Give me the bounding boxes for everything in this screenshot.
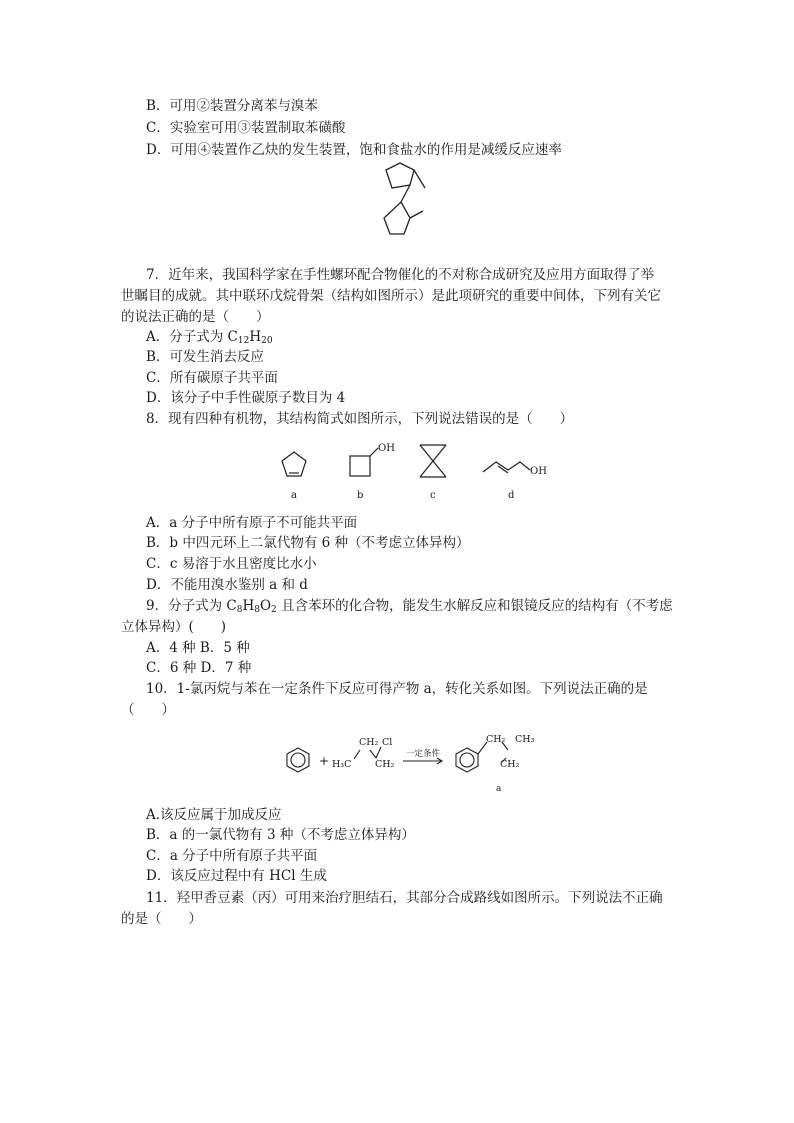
q10-product-ch2-lower: CH₂: [500, 759, 520, 770]
q7-option-a: A．分子式为 $C_{12}H_{20}$: [146, 329, 273, 346]
q8-option-b: B．b 中四元环上二氯代物有 6 种（不考虑立体异构）: [146, 535, 470, 551]
q8-option-a: A．a 分子中所有原子不可能共平面: [146, 515, 358, 531]
q10-product-ch3: CH₃: [515, 734, 535, 745]
q11-stem-line-2: 的是（ ）: [121, 911, 202, 927]
q8-d-oh: OH: [530, 466, 547, 477]
q8-option-d: D．不能用溴水鉴别 a 和 d: [146, 577, 308, 593]
q10-h3c: H₃C: [332, 759, 352, 770]
q7-option-c: C．所有碳原子共平面: [146, 370, 278, 386]
q10-stem-line-2: （ ）: [121, 702, 175, 718]
q8-structures-figure: [270, 440, 560, 502]
q10-option-b: B．a 的一氯代物有 3 种（不考虑立体异构）: [146, 827, 415, 843]
q10-arrow-condition: 一定条件: [406, 749, 441, 759]
q10-product-label: a: [496, 784, 502, 794]
q7-stem-line-3: 的说法正确的是（ ）: [121, 309, 270, 325]
q7-stem-line-1: 7．近年来，我国科学家在手性螺环配合物催化的不对称合成研究及应用方面取得了举: [146, 267, 655, 283]
q6-option-b: B．可用②装置分离苯与溴苯: [146, 98, 318, 114]
q9-options-ab: A．4 种 B．5 种: [146, 640, 250, 656]
q8-label-b: b: [357, 490, 364, 501]
q9-stem-line-1: 9．分子式为 $C_8H_8O_2$ 且含苯环的化合物，能发生水解反应和银镜反应的结构有（不考虑: [146, 598, 673, 615]
q7-option-b: B．可发生消去反应: [146, 349, 264, 365]
q10-product-ch2-upper: CH₂: [486, 734, 506, 745]
q9-options-cd: C．6 种 D．7 种: [146, 660, 252, 676]
q8-label-c: c: [430, 490, 436, 501]
q10-stem-line-1: 10．1-氯丙烷与苯在一定条件下反应可得产物 a，转化关系如图。下列说法正确的是: [146, 681, 648, 697]
q10-option-a: A.该反应属于加成反应: [146, 807, 282, 823]
q8-label-a: a: [291, 490, 297, 501]
q8-option-c: C．c 易溶于水且密度比水小: [146, 556, 317, 572]
q10-option-d: D．该反应过程中有 HCl 生成: [146, 868, 327, 884]
q11-stem-line-1: 11．羟甲香豆素（丙）可用来治疗胆结石，其部分合成路线如图所示。下列说法不正确: [146, 890, 663, 906]
q10-ch2-upper: CH₂: [359, 737, 379, 748]
q10-cl: Cl: [382, 737, 393, 748]
q8-b-oh: OH: [378, 443, 395, 454]
q10-option-c: C．a 分子中所有原子共平面: [146, 848, 318, 864]
q10-reaction-scheme: [282, 732, 552, 794]
q8-stem: 8．现有四种有机物，其结构简式如图所示，下列说法错误的是（ ）: [146, 411, 574, 427]
q9-stem-line-2: 立体异构）( ): [121, 619, 227, 635]
q7-stem-line-2: 世瞩目的成就。其中联环戊烷骨架（结构如图所示）是此项研究的重要中间体，下列有关它: [121, 288, 661, 304]
q6-option-d: D．可用④装置作乙炔的发生装置，饱和食盐水的作用是减缓反应速率: [146, 142, 562, 158]
q10-plus: +: [319, 754, 330, 768]
q7-option-d: D．该分子中手性碳原子数目为 4: [146, 390, 346, 406]
q10-ch2-lower: CH₂: [375, 759, 395, 770]
q6-option-c: C．实验室可用③装置制取苯磺酸: [146, 120, 346, 136]
q8-label-d: d: [508, 490, 515, 501]
bicyclopentane-structure: [376, 160, 446, 256]
